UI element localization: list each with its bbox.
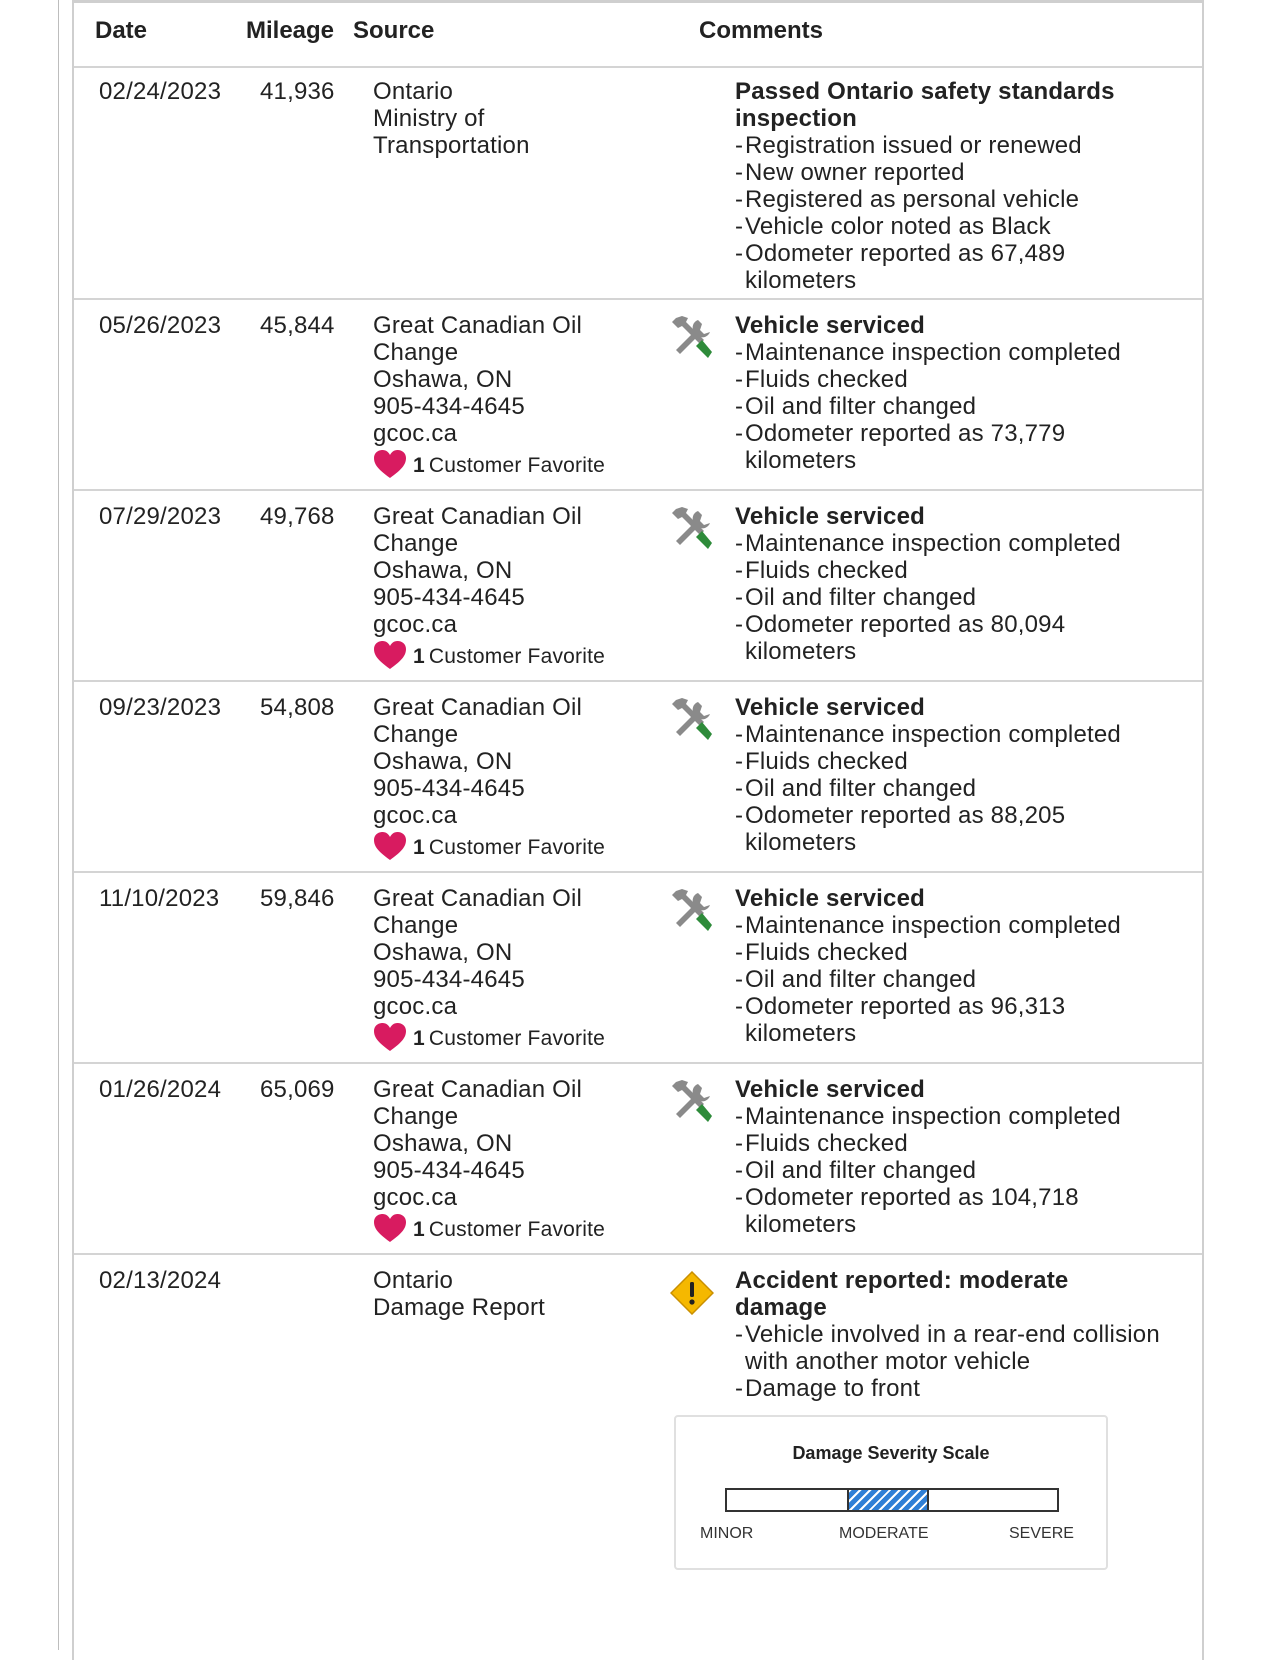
table-row (74, 300, 1202, 491)
favorite-count: 1 (413, 645, 425, 668)
source-line: Great Canadian Oil (373, 312, 583, 339)
comment-title: Passed Ontario safety standards inspection (735, 78, 1115, 132)
source-line: Oshawa, ON (373, 366, 513, 393)
source-line: Change (373, 530, 459, 557)
row-comments (735, 1267, 1165, 1402)
comment-bullets (735, 721, 1165, 856)
source-line: Great Canadian Oil (373, 503, 583, 530)
heart-icon (373, 449, 407, 479)
wrench-screwdriver-icon (670, 507, 714, 551)
row-comments (735, 312, 1165, 474)
table-header (74, 3, 1202, 68)
favorite-label: Customer Favorite (428, 1218, 606, 1241)
table-row (74, 873, 1202, 1064)
row-source (373, 78, 623, 159)
comment-bullet: - Vehicle color noted as Black (735, 213, 1165, 240)
comment-title: Accident reported: moderate damage (735, 1267, 1069, 1321)
row-date: 09/23/2023 (99, 694, 222, 721)
customer-favorite (373, 640, 623, 670)
source-line[interactable]: 905-434-4645 (373, 584, 525, 611)
comment-title: Vehicle serviced (735, 503, 925, 530)
header-mileage: Mileage (246, 17, 335, 44)
favorite-count: 1 (413, 1218, 425, 1241)
source-line: Oshawa, ON (373, 748, 513, 775)
wrench-screwdriver-icon (670, 889, 714, 933)
comment-bullets (735, 530, 1165, 665)
row-source (373, 312, 623, 479)
row-source (373, 1267, 623, 1321)
comment-bullet: - New owner reported (735, 159, 1165, 186)
comment-title: Vehicle serviced (735, 1076, 925, 1103)
row-comments (735, 78, 1165, 294)
comment-bullet: - Odometer reported as 80,094 kilometers (735, 611, 1165, 665)
row-comments (735, 694, 1165, 856)
source-line: Change (373, 721, 459, 748)
page-left-rule (58, 0, 59, 1650)
customer-favorite (373, 1213, 623, 1243)
source-line[interactable]: gcoc.ca (373, 420, 458, 447)
source-line: Ministry of (373, 105, 485, 132)
source-line: Oshawa, ON (373, 939, 513, 966)
comment-bullets (735, 1103, 1165, 1238)
comment-bullets (735, 1321, 1165, 1402)
comment-bullet: - Fluids checked (735, 1130, 1165, 1157)
comment-bullet: - Maintenance inspection completed (735, 721, 1165, 748)
row-comments (735, 1076, 1165, 1238)
comment-title: Vehicle serviced (735, 885, 925, 912)
row-comments (735, 885, 1165, 1047)
wrench-screwdriver-icon (670, 1080, 714, 1124)
table-row (74, 1255, 1202, 1660)
source-line[interactable]: gcoc.ca (373, 611, 458, 638)
row-date: 02/13/2024 (99, 1267, 222, 1294)
row-mileage: 65,069 (260, 1076, 335, 1103)
source-line[interactable]: 905-434-4645 (373, 1157, 525, 1184)
row-mileage: 49,768 (260, 503, 335, 530)
source-line: Oshawa, ON (373, 557, 513, 584)
row-date: 02/24/2023 (99, 78, 222, 105)
header-source: Source (353, 17, 435, 44)
comment-bullet: - Odometer reported as 67,489 kilometers (735, 240, 1165, 294)
scale-label-moderate: MODERATE (839, 1525, 929, 1542)
comment-bullet: - Odometer reported as 88,205 kilometers (735, 802, 1165, 856)
comment-bullet: - Maintenance inspection completed (735, 339, 1165, 366)
scale-label-severe: SEVERE (1009, 1525, 1074, 1542)
customer-favorite (373, 1022, 623, 1052)
comment-title: Vehicle serviced (735, 312, 925, 339)
row-date: 05/26/2023 (99, 312, 222, 339)
comment-bullet: - Oil and filter changed (735, 775, 1165, 802)
comment-bullet: - Maintenance inspection completed (735, 530, 1165, 557)
table-row (74, 66, 1202, 300)
comment-bullet: - Oil and filter changed (735, 393, 1165, 420)
comment-bullet: - Oil and filter changed (735, 966, 1165, 993)
favorite-count: 1 (413, 454, 425, 477)
scale-bar (725, 1488, 1059, 1512)
comment-bullet: - Odometer reported as 96,313 kilometers (735, 993, 1165, 1047)
favorite-label: Customer Favorite (428, 454, 606, 477)
comment-bullet: - Oil and filter changed (735, 584, 1165, 611)
row-source (373, 885, 623, 1052)
warning-diamond-icon (670, 1271, 714, 1315)
source-line: Great Canadian Oil (373, 694, 583, 721)
comment-bullet: - Maintenance inspection completed (735, 1103, 1165, 1130)
comment-bullet: - Registered as personal vehicle (735, 186, 1165, 213)
scale-title: Damage Severity Scale (792, 1443, 990, 1463)
source-line: Ontario (373, 78, 454, 105)
source-line: Damage Report (373, 1294, 546, 1321)
source-line: Oshawa, ON (373, 1130, 513, 1157)
source-line: Ontario (373, 1267, 454, 1294)
source-line[interactable]: gcoc.ca (373, 993, 458, 1020)
wrench-screwdriver-icon (670, 316, 714, 360)
source-line: Change (373, 912, 459, 939)
scale-label-minor: MINOR (700, 1525, 754, 1542)
favorite-label: Customer Favorite (428, 1027, 606, 1050)
comment-bullet: - Odometer reported as 104,718 kilometers (735, 1184, 1165, 1238)
vehicle-history-table (72, 0, 1204, 1660)
header-comments: Comments (699, 17, 824, 44)
customer-favorite (373, 831, 623, 861)
source-line: Transportation (373, 132, 530, 159)
source-line: Great Canadian Oil (373, 1076, 583, 1103)
row-date: 01/26/2024 (99, 1076, 222, 1103)
comment-bullet: - Odometer reported as 73,779 kilometers (735, 420, 1165, 474)
scale-selected-segment (847, 1488, 929, 1512)
row-mileage: 59,846 (260, 885, 335, 912)
header-date: Date (95, 17, 148, 44)
source-line[interactable]: 905-434-4645 (373, 393, 525, 420)
comment-title: Vehicle serviced (735, 694, 925, 721)
row-mileage: 45,844 (260, 312, 335, 339)
source-line[interactable]: gcoc.ca (373, 1184, 458, 1211)
comment-bullet: - Registration issued or renewed (735, 132, 1165, 159)
row-comments (735, 503, 1165, 665)
table-row (74, 491, 1202, 682)
heart-icon (373, 640, 407, 670)
favorite-count: 1 (413, 836, 425, 859)
source-line: Change (373, 1103, 459, 1130)
heart-icon (373, 1213, 407, 1243)
comment-bullets (735, 339, 1165, 474)
source-line[interactable]: 905-434-4645 (373, 775, 525, 802)
source-line: Great Canadian Oil (373, 885, 583, 912)
comment-bullet: - Fluids checked (735, 366, 1165, 393)
source-line[interactable]: gcoc.ca (373, 802, 458, 829)
row-source (373, 1076, 623, 1243)
comment-bullet: - Damage to front (735, 1375, 1165, 1402)
damage-severity-scale (674, 1415, 1108, 1570)
row-source (373, 503, 623, 670)
heart-icon (373, 831, 407, 861)
favorite-label: Customer Favorite (428, 836, 606, 859)
row-date: 07/29/2023 (99, 503, 222, 530)
favorite-label: Customer Favorite (428, 645, 606, 668)
wrench-screwdriver-icon (670, 698, 714, 742)
source-line: Change (373, 339, 459, 366)
row-date: 11/10/2023 (99, 885, 220, 912)
comment-bullet: - Fluids checked (735, 939, 1165, 966)
comment-bullets (735, 132, 1165, 294)
table-row (74, 1064, 1202, 1255)
heart-icon (373, 1022, 407, 1052)
table-row (74, 682, 1202, 873)
comment-bullet: - Fluids checked (735, 748, 1165, 775)
customer-favorite (373, 449, 623, 479)
row-mileage: 41,936 (260, 78, 335, 105)
row-source (373, 694, 623, 861)
comment-bullets (735, 912, 1165, 1047)
row-mileage: 54,808 (260, 694, 335, 721)
comment-bullet: - Vehicle involved in a rear-end collision with another motor vehicle (735, 1321, 1165, 1375)
comment-bullet: - Fluids checked (735, 557, 1165, 584)
source-line[interactable]: 905-434-4645 (373, 966, 525, 993)
favorite-count: 1 (413, 1027, 425, 1050)
comment-bullet: - Oil and filter changed (735, 1157, 1165, 1184)
comment-bullet: - Maintenance inspection completed (735, 912, 1165, 939)
